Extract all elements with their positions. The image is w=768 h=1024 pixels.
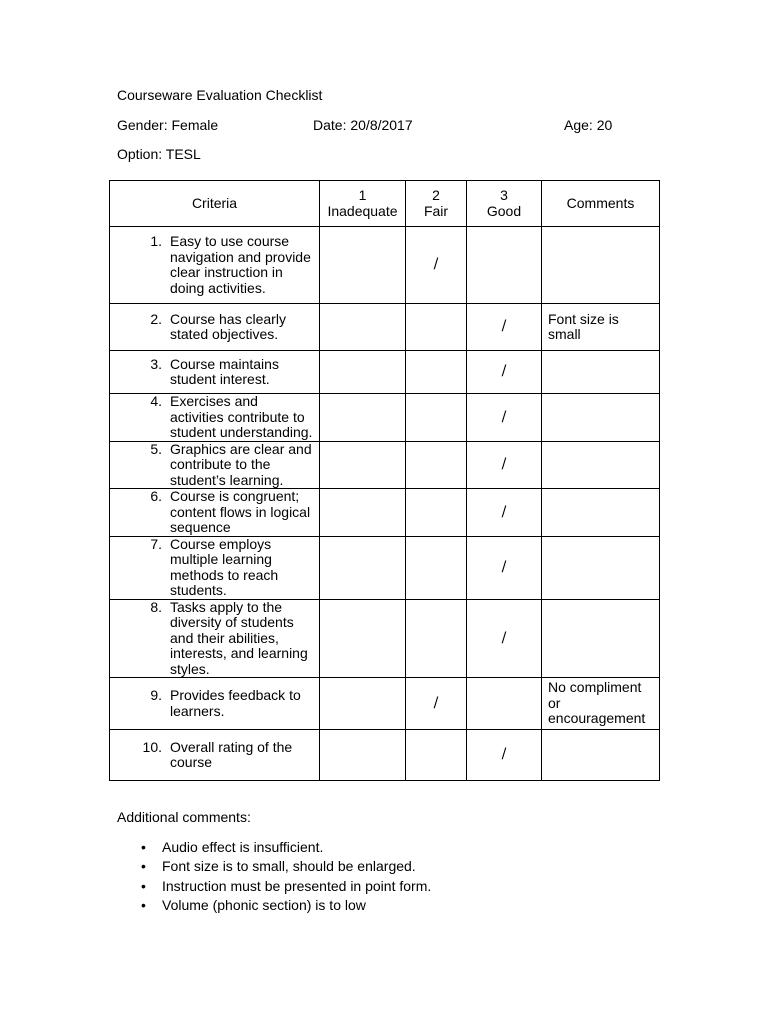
criteria-text: Course maintains student interest. <box>170 355 279 387</box>
header-good-score: 3 <box>500 187 508 203</box>
comment-cell <box>542 394 660 442</box>
table-row <box>110 730 660 781</box>
rating-cell-fair <box>406 489 467 537</box>
rating-cell-good <box>467 304 542 351</box>
header-comments: Comments <box>542 181 660 227</box>
rating-cell-fair <box>406 441 467 489</box>
criteria-text: Tasks apply to the diversity of students and their abilities, interests, and learning styles. <box>170 598 308 677</box>
rating-mark: / <box>501 746 507 763</box>
criteria-number: 3. <box>150 355 162 372</box>
table-row <box>110 536 660 599</box>
table-header-row <box>110 181 660 227</box>
rating-mark: / <box>501 558 507 575</box>
date-field: Date: 20/8/2017 <box>313 117 413 133</box>
criteria-text: Course employs multiple learning methods to reach students. <box>170 535 279 598</box>
criteria-number: 10. <box>142 738 162 755</box>
criteria-number: 8. <box>150 598 162 615</box>
table-row <box>110 441 660 489</box>
rating-cell-inadequate <box>320 394 406 442</box>
comment-cell <box>542 536 660 599</box>
gender-field: Gender: Female <box>117 117 219 133</box>
rating-mark: / <box>501 318 507 335</box>
criteria-cell <box>110 536 320 599</box>
rating-mark: / <box>501 408 507 425</box>
rating-cell-fair <box>406 730 467 781</box>
rating-cell-inadequate <box>320 304 406 351</box>
list-item: • Volume (phonic section) is to low <box>141 896 431 915</box>
additional-comments-heading: Additional comments: <box>117 809 251 825</box>
option-field: Option: TESL <box>117 146 201 162</box>
criteria-text: Overall rating of the course <box>170 738 293 770</box>
rating-cell-fair <box>406 536 467 599</box>
rating-cell-inadequate <box>320 678 406 730</box>
header-criteria: Criteria <box>110 181 320 227</box>
rating-cell-fair <box>406 394 467 442</box>
rating-cell-good <box>467 351 542 394</box>
rating-cell-good <box>467 227 542 304</box>
comment-cell <box>542 730 660 781</box>
table-row <box>110 599 660 678</box>
criteria-number: 9. <box>150 687 162 703</box>
header-inadequate <box>320 181 406 227</box>
rating-cell-fair <box>406 678 467 730</box>
comment-cell <box>542 227 660 304</box>
rating-cell-good <box>467 394 542 442</box>
rating-cell-inadequate <box>320 599 406 678</box>
list-item: • Instruction must be presented in point form. <box>141 877 431 896</box>
criteria-text: Course is congruent; content flows in logical sequence <box>170 488 311 535</box>
rating-cell-inadequate <box>320 351 406 394</box>
rating-cell-inadequate <box>320 489 406 537</box>
criteria-cell <box>110 351 320 394</box>
criteria-cell <box>110 394 320 442</box>
table-row <box>110 678 660 730</box>
criteria-cell <box>110 599 320 678</box>
rating-mark: / <box>433 694 439 711</box>
rating-cell-good <box>467 489 542 537</box>
criteria-text: Provides feedback to learners. <box>170 687 301 719</box>
comment-text: Font size is small <box>548 310 619 342</box>
criteria-number: 1. <box>150 233 162 249</box>
rating-mark: / <box>501 363 507 380</box>
criteria-number: 2. <box>150 310 162 327</box>
rating-cell-good <box>467 678 542 730</box>
criteria-cell <box>110 730 320 781</box>
evaluation-table <box>109 180 660 781</box>
criteria-cell <box>110 489 320 537</box>
rating-mark: / <box>501 456 507 472</box>
rating-cell-fair <box>406 599 467 678</box>
criteria-number: 7. <box>150 535 162 552</box>
rating-mark: / <box>501 629 507 646</box>
comment-text: No compliment or encouragement <box>548 679 646 727</box>
list-item: • Audio effect is insufficient. <box>141 838 431 857</box>
header-good-label: Good <box>486 202 522 219</box>
comment-cell <box>542 351 660 394</box>
comment-cell <box>542 441 660 489</box>
comment-cell <box>542 489 660 537</box>
rating-mark: / <box>501 503 507 520</box>
rating-cell-inadequate <box>320 441 406 489</box>
criteria-text: Course has clearly stated objectives. <box>170 310 286 342</box>
criteria-number: 6. <box>150 488 162 504</box>
rating-cell-inadequate <box>320 536 406 599</box>
table-row <box>110 227 660 304</box>
rating-cell-fair <box>406 351 467 394</box>
criteria-number: 4. <box>150 393 162 409</box>
header-good <box>467 181 542 227</box>
criteria-cell <box>110 678 320 730</box>
criteria-text: Graphics are clear and contribute to the student’s learning. <box>170 440 312 488</box>
criteria-text: Exercises and activities contribute to student understanding. <box>170 393 313 440</box>
criteria-cell <box>110 304 320 351</box>
header-inadequate-score: 1 <box>358 187 367 203</box>
header-inadequate-label: Inadequate <box>327 202 398 219</box>
comment-cell <box>542 304 660 351</box>
rating-cell-inadequate <box>320 227 406 304</box>
additional-comments-list <box>141 838 431 915</box>
document-title: Courseware Evaluation Checklist <box>117 87 323 103</box>
rating-cell-good <box>467 536 542 599</box>
table-row <box>110 351 660 394</box>
rating-cell-fair <box>406 227 467 304</box>
rating-cell-good <box>467 730 542 781</box>
header-fair-label: Fair <box>423 202 449 219</box>
comment-cell <box>542 599 660 678</box>
table-row <box>110 304 660 351</box>
rating-cell-fair <box>406 304 467 351</box>
header-fair-score: 2 <box>432 187 440 203</box>
criteria-cell <box>110 441 320 489</box>
criteria-number: 5. <box>150 440 162 457</box>
rating-mark: / <box>433 256 439 273</box>
list-item: • Font size is to small, should be enlarged. <box>141 857 431 876</box>
criteria-text: Easy to use course navigation and provide clear instruction in doing activities. <box>170 233 311 296</box>
rating-cell-good <box>467 599 542 678</box>
criteria-cell <box>110 227 320 304</box>
rating-cell-good <box>467 441 542 489</box>
rating-cell-inadequate <box>320 730 406 781</box>
age-field: Age: 20 <box>564 117 613 133</box>
comment-cell <box>542 678 660 730</box>
table-row <box>110 394 660 442</box>
table-row <box>110 489 660 537</box>
header-fair <box>406 181 467 227</box>
